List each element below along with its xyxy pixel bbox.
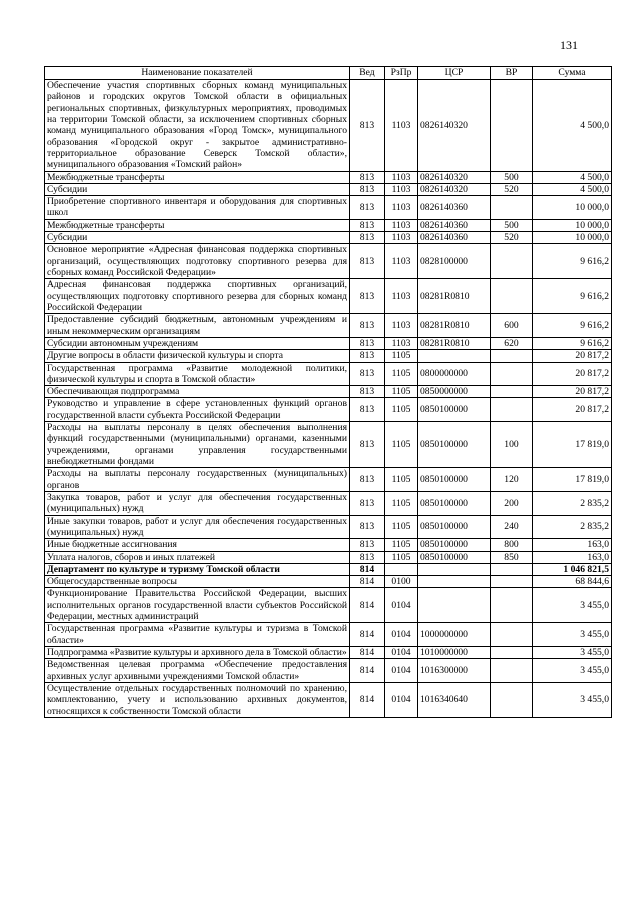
cell-name: Уплата налогов, сборов и иных платежей xyxy=(45,551,350,563)
header-sum: Сумма xyxy=(533,67,612,80)
cell-sum: 3 455,0 xyxy=(533,659,612,683)
table-row xyxy=(45,244,612,279)
budget-table xyxy=(44,66,612,718)
cell-name: Расходы на выплаты персоналу государственных (муниципальных) органов xyxy=(45,468,350,492)
cell-csr: 0850100000 xyxy=(418,539,491,551)
cell-sum: 9 616,2 xyxy=(533,337,612,349)
table-row xyxy=(45,279,612,314)
cell-rzpr: 0100 xyxy=(385,576,418,588)
cell-ved: 814 xyxy=(350,576,385,588)
cell-rzpr: 1105 xyxy=(385,362,418,386)
table-row xyxy=(45,362,612,386)
cell-rzpr: 0104 xyxy=(385,659,418,683)
cell-ved: 813 xyxy=(350,196,385,220)
header-name: Наименование показателей xyxy=(45,67,350,80)
cell-name: Адресная финансовая поддержка спортивных организаций, осуществляющих подготовку спортивного резерва для сборных команд Российской Федерации xyxy=(45,279,350,314)
cell-sum: 20 817,2 xyxy=(533,350,612,362)
cell-rzpr: 1105 xyxy=(385,551,418,563)
cell-sum: 4 500,0 xyxy=(533,80,612,172)
cell-rzpr: 1103 xyxy=(385,314,418,338)
cell-ved: 813 xyxy=(350,80,385,172)
cell-ved: 814 xyxy=(350,647,385,659)
cell-rzpr: 1103 xyxy=(385,232,418,244)
cell-sum: 3 455,0 xyxy=(533,647,612,659)
cell-csr: 08281R0810 xyxy=(418,279,491,314)
cell-csr: 0850000000 xyxy=(418,386,491,398)
cell-sum: 2 835,2 xyxy=(533,515,612,539)
table-row xyxy=(45,422,612,468)
cell-ved: 814 xyxy=(350,682,385,717)
table-row xyxy=(45,350,612,362)
cell-sum: 3 455,0 xyxy=(533,623,612,647)
table-row xyxy=(45,682,612,717)
cell-rzpr: 1103 xyxy=(385,279,418,314)
cell-ved: 813 xyxy=(350,219,385,231)
cell-csr: 0800000000 xyxy=(418,362,491,386)
cell-name: Обеспечение участия спортивных сборных команд муниципальных районов и городских округов Томской области в официальных региональных спортивных, физкультурных мероприятиях, проводимых на территории Томской области, за исключением спортивных сборных команд муниципального образования «Город Томск», муниципального образования «Городской округ - закрытое административно-территориальное образование Северск Томской области», муниципального образования «Томский район» xyxy=(45,80,350,172)
cell-csr: 0850100000 xyxy=(418,422,491,468)
cell-vr: 120 xyxy=(491,468,533,492)
cell-name: Государственная программа «Развитие культуры и туризма в Томской области» xyxy=(45,623,350,647)
cell-ved: 813 xyxy=(350,314,385,338)
cell-rzpr: 1105 xyxy=(385,422,418,468)
cell-ved: 814 xyxy=(350,563,385,575)
table-row xyxy=(45,563,612,575)
cell-name: Расходы на выплаты персоналу в целях обеспечения выполнения функций государственными (муниципальными) органами, казенными учреждениями, органами управления государственными внебюджетными фондами xyxy=(45,422,350,468)
cell-vr: 600 xyxy=(491,314,533,338)
table-body xyxy=(45,80,612,718)
cell-rzpr: 1105 xyxy=(385,515,418,539)
header-ved: Вед xyxy=(350,67,385,80)
cell-vr: 850 xyxy=(491,551,533,563)
cell-rzpr: 1105 xyxy=(385,386,418,398)
table-row xyxy=(45,515,612,539)
cell-csr xyxy=(418,576,491,588)
cell-csr: 1000000000 xyxy=(418,623,491,647)
cell-name: Функционирование Правительства Российской Федерации, высших исполнительных органов государственной власти субъектов Российской Федерации, местных администраций xyxy=(45,588,350,623)
cell-name: Руководство и управление в сфере установленных функций органов государственной власти субъекта Российской Федерации xyxy=(45,398,350,422)
cell-sum: 17 819,0 xyxy=(533,422,612,468)
cell-name: Субсидии xyxy=(45,232,350,244)
table-row xyxy=(45,314,612,338)
cell-rzpr: 0104 xyxy=(385,647,418,659)
cell-vr: 520 xyxy=(491,232,533,244)
cell-vr: 100 xyxy=(491,422,533,468)
cell-sum: 9 616,2 xyxy=(533,314,612,338)
cell-sum: 4 500,0 xyxy=(533,183,612,195)
cell-vr xyxy=(491,398,533,422)
cell-csr: 1010000000 xyxy=(418,647,491,659)
cell-csr xyxy=(418,563,491,575)
table-row xyxy=(45,551,612,563)
cell-csr: 1016300000 xyxy=(418,659,491,683)
cell-rzpr: 0104 xyxy=(385,682,418,717)
cell-vr: 800 xyxy=(491,539,533,551)
header-vr: ВР xyxy=(491,67,533,80)
cell-ved: 813 xyxy=(350,515,385,539)
table-row xyxy=(45,491,612,515)
cell-sum: 3 455,0 xyxy=(533,588,612,623)
cell-ved: 814 xyxy=(350,623,385,647)
cell-csr: 1016340640 xyxy=(418,682,491,717)
cell-ved: 813 xyxy=(350,279,385,314)
cell-name: Общегосударственные вопросы xyxy=(45,576,350,588)
cell-ved: 814 xyxy=(350,588,385,623)
table-row xyxy=(45,80,612,172)
cell-vr xyxy=(491,350,533,362)
cell-ved: 813 xyxy=(350,183,385,195)
cell-csr: 0850100000 xyxy=(418,551,491,563)
cell-name: Департамент по культуре и туризму Томской области xyxy=(45,563,350,575)
cell-csr: 0850100000 xyxy=(418,398,491,422)
cell-sum: 2 835,2 xyxy=(533,491,612,515)
table-header-row xyxy=(45,67,612,80)
cell-rzpr: 1103 xyxy=(385,337,418,349)
table-row xyxy=(45,539,612,551)
cell-vr: 200 xyxy=(491,491,533,515)
cell-ved: 813 xyxy=(350,232,385,244)
cell-vr xyxy=(491,623,533,647)
cell-name: Закупка товаров, работ и услуг для обеспечения государственных (муниципальных) нужд xyxy=(45,491,350,515)
table-row xyxy=(45,337,612,349)
cell-csr: 0826140320 xyxy=(418,80,491,172)
table-row xyxy=(45,623,612,647)
cell-ved: 813 xyxy=(350,468,385,492)
cell-rzpr: 0104 xyxy=(385,623,418,647)
cell-sum: 20 817,2 xyxy=(533,386,612,398)
cell-csr: 0826140360 xyxy=(418,196,491,220)
cell-csr: 0850100000 xyxy=(418,515,491,539)
cell-vr xyxy=(491,563,533,575)
cell-ved: 813 xyxy=(350,244,385,279)
cell-ved: 813 xyxy=(350,398,385,422)
cell-vr xyxy=(491,80,533,172)
cell-name: Приобретение спортивного инвентаря и оборудования для спортивных школ xyxy=(45,196,350,220)
cell-vr xyxy=(491,386,533,398)
cell-name: Предоставление субсидий бюджетным, автономным учреждениям и иным некоммерческим организациям xyxy=(45,314,350,338)
table-row xyxy=(45,647,612,659)
cell-csr xyxy=(418,588,491,623)
cell-name: Межбюджетные трансферты xyxy=(45,171,350,183)
cell-vr xyxy=(491,588,533,623)
cell-name: Субсидии xyxy=(45,183,350,195)
cell-rzpr xyxy=(385,563,418,575)
cell-rzpr: 1105 xyxy=(385,468,418,492)
cell-vr: 240 xyxy=(491,515,533,539)
cell-sum: 163,0 xyxy=(533,539,612,551)
cell-sum: 20 817,2 xyxy=(533,362,612,386)
table-row xyxy=(45,659,612,683)
cell-vr xyxy=(491,279,533,314)
cell-rzpr: 1103 xyxy=(385,244,418,279)
cell-sum: 20 817,2 xyxy=(533,398,612,422)
cell-name: Субсидии автономным учреждениям xyxy=(45,337,350,349)
cell-csr: 0826140320 xyxy=(418,171,491,183)
cell-vr xyxy=(491,682,533,717)
cell-sum: 68 844,6 xyxy=(533,576,612,588)
table-row xyxy=(45,588,612,623)
cell-csr: 08281R0810 xyxy=(418,337,491,349)
cell-rzpr: 1103 xyxy=(385,171,418,183)
table-row xyxy=(45,183,612,195)
cell-sum: 3 455,0 xyxy=(533,682,612,717)
cell-name: Межбюджетные трансферты xyxy=(45,219,350,231)
cell-sum: 10 000,0 xyxy=(533,219,612,231)
cell-ved: 814 xyxy=(350,659,385,683)
cell-vr xyxy=(491,362,533,386)
cell-ved: 813 xyxy=(350,422,385,468)
cell-csr: 0828100000 xyxy=(418,244,491,279)
cell-name: Другие вопросы в области физической культуры и спорта xyxy=(45,350,350,362)
cell-name: Иные бюджетные ассигнования xyxy=(45,539,350,551)
cell-csr xyxy=(418,350,491,362)
cell-name: Осуществление отдельных государственных полномочий по хранению, комплектованию, учету и использованию архивных документов, относящихся к собственности Томской области xyxy=(45,682,350,717)
cell-sum: 17 819,0 xyxy=(533,468,612,492)
table-row xyxy=(45,171,612,183)
cell-rzpr: 1105 xyxy=(385,539,418,551)
cell-vr xyxy=(491,647,533,659)
cell-ved: 813 xyxy=(350,491,385,515)
table-row xyxy=(45,232,612,244)
cell-sum: 1 046 821,5 xyxy=(533,563,612,575)
cell-csr: 0826140360 xyxy=(418,219,491,231)
cell-csr: 08281R0810 xyxy=(418,314,491,338)
cell-rzpr: 1103 xyxy=(385,183,418,195)
cell-name: Иные закупки товаров, работ и услуг для обеспечения государственных (муниципальных) нужд xyxy=(45,515,350,539)
cell-csr: 0826140320 xyxy=(418,183,491,195)
cell-vr xyxy=(491,196,533,220)
cell-ved: 813 xyxy=(350,386,385,398)
cell-name: Обеспечивающая подпрограмма xyxy=(45,386,350,398)
cell-ved: 813 xyxy=(350,171,385,183)
cell-sum: 10 000,0 xyxy=(533,196,612,220)
cell-sum: 10 000,0 xyxy=(533,232,612,244)
cell-sum: 4 500,0 xyxy=(533,171,612,183)
cell-vr: 620 xyxy=(491,337,533,349)
page-number: 131 xyxy=(560,38,578,52)
cell-rzpr: 1103 xyxy=(385,219,418,231)
cell-vr xyxy=(491,576,533,588)
header-csr: ЦСР xyxy=(418,67,491,80)
cell-ved: 813 xyxy=(350,362,385,386)
cell-vr: 500 xyxy=(491,171,533,183)
cell-sum: 9 616,2 xyxy=(533,279,612,314)
cell-ved: 813 xyxy=(350,539,385,551)
cell-rzpr: 1105 xyxy=(385,350,418,362)
cell-sum: 163,0 xyxy=(533,551,612,563)
cell-name: Ведомственная целевая программа «Обеспечение предоставления архивных услуг архивными учреждениями Томской области» xyxy=(45,659,350,683)
cell-sum: 9 616,2 xyxy=(533,244,612,279)
cell-rzpr: 1105 xyxy=(385,398,418,422)
cell-vr xyxy=(491,659,533,683)
table-row xyxy=(45,398,612,422)
cell-rzpr: 0104 xyxy=(385,588,418,623)
cell-ved: 813 xyxy=(350,551,385,563)
cell-vr: 520 xyxy=(491,183,533,195)
cell-csr: 0826140360 xyxy=(418,232,491,244)
cell-csr: 0850100000 xyxy=(418,468,491,492)
cell-csr: 0850100000 xyxy=(418,491,491,515)
table-row xyxy=(45,219,612,231)
table-row xyxy=(45,576,612,588)
table-row xyxy=(45,196,612,220)
cell-name: Государственная программа «Развитие молодежной политики, физической культуры и спорта в Томской области» xyxy=(45,362,350,386)
cell-rzpr: 1103 xyxy=(385,196,418,220)
cell-name: Подпрограмма «Развитие культуры и архивного дела в Томской области» xyxy=(45,647,350,659)
cell-vr: 500 xyxy=(491,219,533,231)
cell-rzpr: 1103 xyxy=(385,80,418,172)
cell-name: Основное мероприятие «Адресная финансовая поддержка спортивных организаций, осуществляющих подготовку спортивного резерва для сборных команд Российской Федерации» xyxy=(45,244,350,279)
cell-ved: 813 xyxy=(350,350,385,362)
table-row xyxy=(45,386,612,398)
cell-vr xyxy=(491,244,533,279)
cell-rzpr: 1105 xyxy=(385,491,418,515)
cell-ved: 813 xyxy=(350,337,385,349)
header-rzpr: РзПр xyxy=(385,67,418,80)
table-row xyxy=(45,468,612,492)
